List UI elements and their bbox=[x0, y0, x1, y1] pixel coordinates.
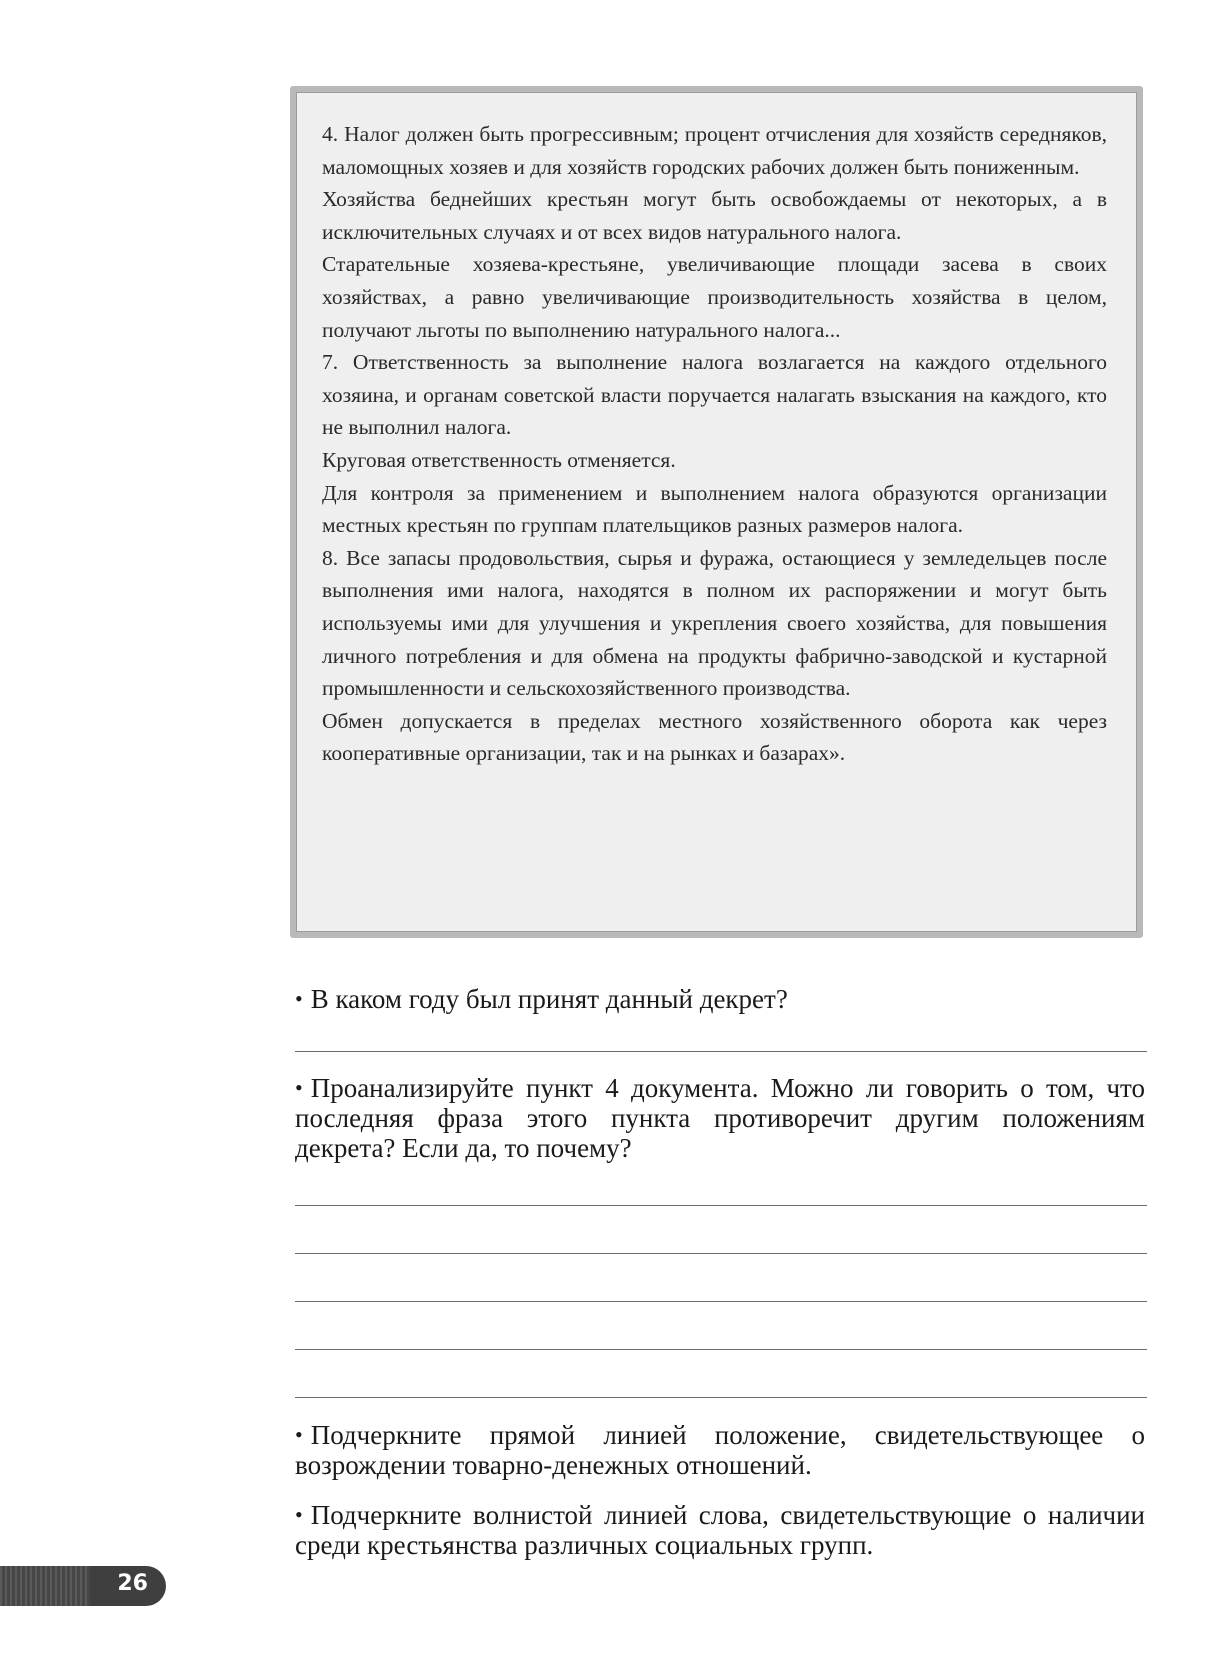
answer-line[interactable] bbox=[295, 1397, 1147, 1398]
answer-line[interactable] bbox=[295, 1205, 1147, 1206]
answer-line[interactable] bbox=[295, 1253, 1147, 1254]
page-number-tab bbox=[0, 1566, 166, 1606]
bullet-icon: • bbox=[295, 1075, 303, 1100]
question-3-text: Подчеркните прямой линией положение, свидетельствующее о возрождении товарно-денежных отношений. bbox=[295, 1420, 1145, 1480]
page-number: 26 bbox=[117, 1571, 148, 1596]
paragraph-exchange: Обмен допускается в пределах местного хозяйственного оборота как через кооперативные организации, так и на рынках и базарах». bbox=[322, 708, 1107, 766]
question-3 bbox=[295, 1420, 1145, 1480]
paragraph-item-7: 7. Ответственность за выполнение налога возлагается на каждого отдельного хозяина, и органам советской власти поручается налагать взыскания на каждого, кто не выполнил налога. bbox=[322, 350, 1107, 440]
question-2 bbox=[295, 1073, 1145, 1163]
paragraph-item-4: 4. Налог должен быть прогрессивным; процент отчисления для хозяйств середняков, маломощных хозяев и для хозяйств городских рабочих должен быть пониженным. bbox=[322, 122, 1107, 179]
document-excerpt-box bbox=[290, 86, 1143, 938]
question-4 bbox=[295, 1500, 1145, 1560]
bullet-icon: • bbox=[295, 1502, 303, 1527]
bullet-icon: • bbox=[295, 986, 303, 1011]
question-1 bbox=[295, 984, 1145, 1014]
answer-line[interactable] bbox=[295, 1051, 1147, 1052]
bullet-icon: • bbox=[295, 1422, 303, 1447]
paragraph-collective-responsibility: Круговая ответственность отменяется. bbox=[322, 447, 676, 472]
question-4-text: Подчеркните волнистой линией слова, свидетельствующие о наличии среди крестьянства различных социальных групп. bbox=[295, 1500, 1145, 1560]
answer-line[interactable] bbox=[295, 1301, 1147, 1302]
question-1-text: В каком году был принят данный декрет? bbox=[310, 984, 788, 1014]
question-2-text: Проанализируйте пункт 4 документа. Можно ли говорить о том, что последняя фраза этого пункта противоречит другим положениям декрета? Если да, то почему? bbox=[295, 1073, 1145, 1163]
paragraph-item-8: 8. Все запасы продовольствия, сырья и фуража, остающиеся у земледельцев после выполнения ими налога, находятся в полном их распоряжении и могут быть используемы ими для улучшения и укрепления своего хозяйства, для повышения личного потребления и для обмена на продукты фабрично-заводской и кустарной промышленности и сельскохозяйственного производства. bbox=[322, 545, 1107, 701]
paragraph-poor-peasants: Хозяйства беднейших крестьян могут быть освобождаемы от некоторых, а в исключительных случаях и от всех видов натурального налога. bbox=[322, 187, 1107, 244]
paragraph-control-organizations: Для контроля за применением и выполнением налога образуются организации местных крестьян по группам плательщиков разных размеров налога. bbox=[322, 480, 1107, 538]
paragraph-diligent-peasants: Старательные хозяева-крестьяне, увеличивающие площади засева в своих хозяйствах, а равно увеличивающие производительность хозяйства в целом, получают льготы по выполнению натурального налога... bbox=[322, 252, 1107, 342]
tab-texture bbox=[0, 1566, 90, 1606]
answer-line[interactable] bbox=[295, 1349, 1147, 1350]
